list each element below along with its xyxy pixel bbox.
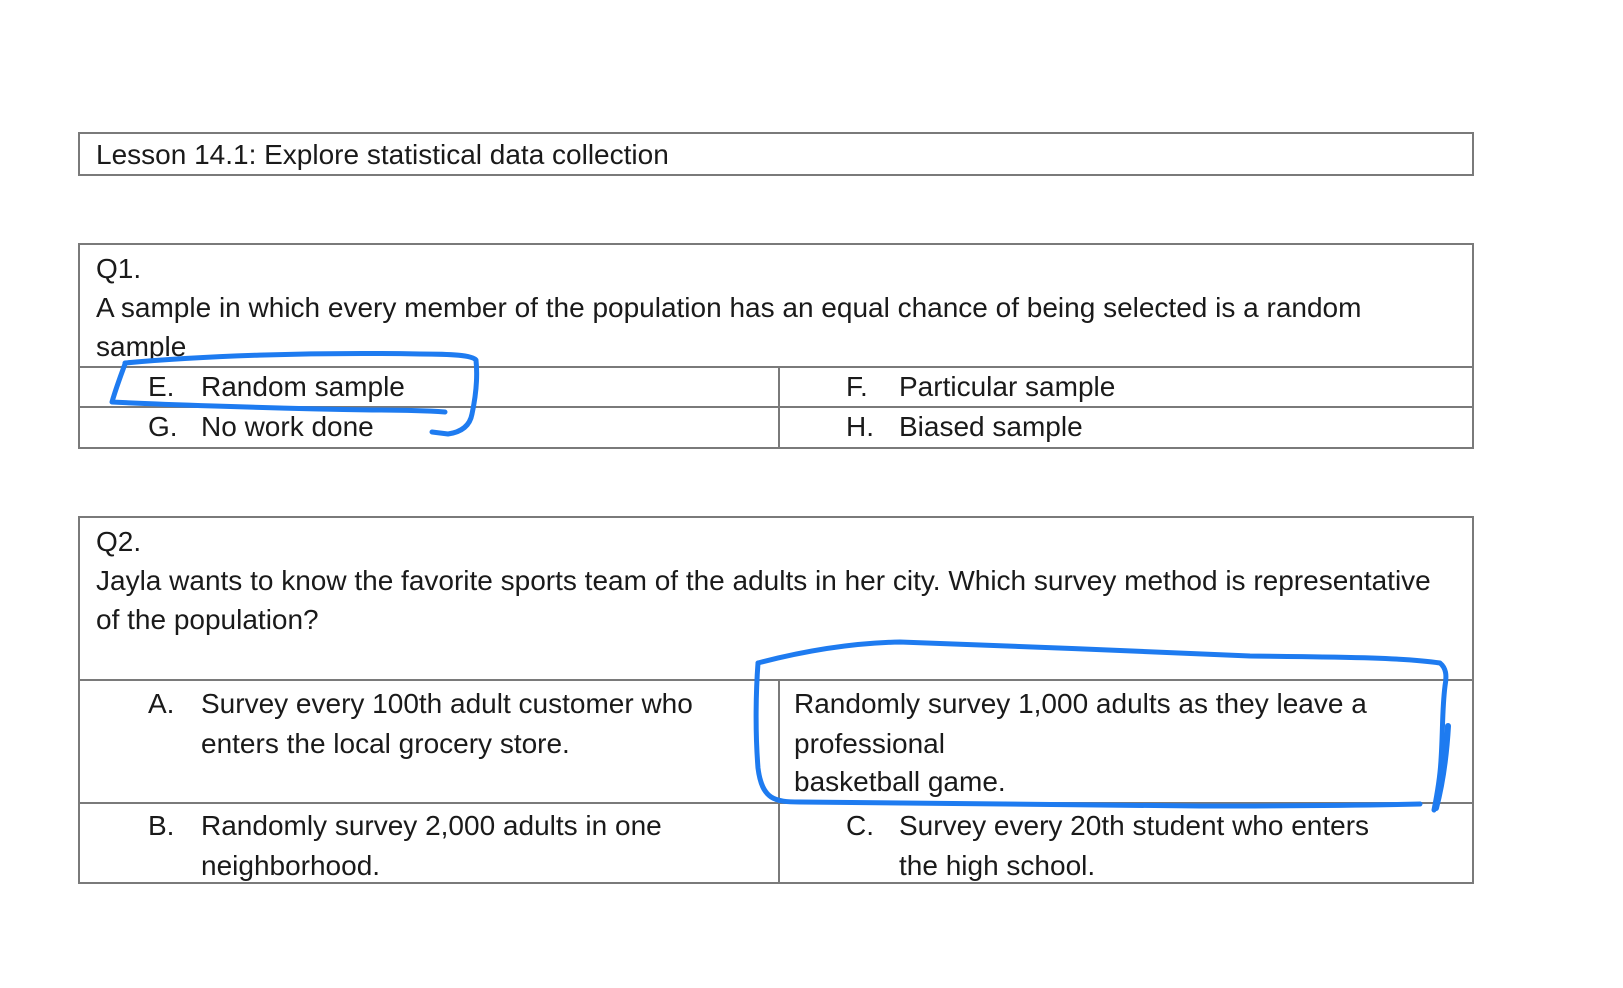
q1-option-g[interactable] <box>148 407 374 447</box>
q1-option-f-letter: F. <box>846 371 868 402</box>
column-divider <box>778 679 780 884</box>
q1-option-h-text: Biased sample <box>899 411 1083 442</box>
lesson-title-box <box>78 132 1474 176</box>
q2-option-a-line-1: Survey every 100th adult customer who <box>201 688 693 719</box>
row-divider <box>80 802 1472 804</box>
q2-option-c[interactable] <box>846 806 1369 886</box>
question-2-table <box>78 516 1474 884</box>
q2-option-top-right-line-1: Randomly survey 1,000 adults as they leave a <box>794 688 1367 719</box>
question-1-prompt: A sample in which every member of the population has an equal chance of being selected is a random sample <box>96 292 1362 362</box>
q1-option-e[interactable] <box>148 367 405 407</box>
q2-option-top-right-line-2: professional <box>794 728 945 759</box>
q1-option-h[interactable] <box>846 407 1083 447</box>
q2-option-c-line-2: the high school. <box>899 850 1096 881</box>
question-2-prompt: Jayla wants to know the favorite sports team of the adults in her city. Which survey method is representative of the population? <box>96 565 1431 635</box>
q1-option-f[interactable] <box>846 367 1115 407</box>
q2-option-a[interactable] <box>148 684 693 764</box>
q1-option-h-letter: H. <box>846 411 874 442</box>
q2-option-top-right-line-3: basketball game. <box>794 766 1006 797</box>
q2-option-top-right[interactable] <box>794 684 1367 802</box>
q2-option-a-line-2: enters the local grocery store. <box>201 728 570 759</box>
q1-option-g-text: No work done <box>201 411 374 442</box>
question-2-header <box>96 522 1456 639</box>
q2-option-a-text <box>201 684 693 764</box>
q2-option-b-line-1: Randomly survey 2,000 adults in one <box>201 810 662 841</box>
question-1-header <box>96 249 1456 366</box>
q1-option-e-text: Random sample <box>201 371 405 402</box>
column-divider <box>778 366 780 449</box>
q2-option-b[interactable] <box>148 806 662 886</box>
lesson-title: Lesson 14.1: Explore statistical data collection <box>96 139 669 170</box>
question-2-number: Q2. <box>96 526 142 557</box>
q1-option-e-letter: E. <box>148 371 175 402</box>
q2-option-c-text <box>899 806 1369 886</box>
q2-option-b-letter: B. <box>148 810 175 841</box>
q1-option-g-letter: G. <box>148 411 178 442</box>
question-1-table <box>78 243 1474 449</box>
q2-option-a-letter: A. <box>148 688 175 719</box>
q2-option-c-letter: C. <box>846 810 874 841</box>
row-divider <box>80 679 1472 681</box>
q2-option-b-line-2: neighborhood. <box>201 850 381 881</box>
q2-option-b-text <box>201 806 662 886</box>
question-1-number: Q1. <box>96 253 142 284</box>
q2-option-c-line-1: Survey every 20th student who enters <box>899 810 1370 841</box>
q1-option-f-text: Particular sample <box>899 371 1116 402</box>
